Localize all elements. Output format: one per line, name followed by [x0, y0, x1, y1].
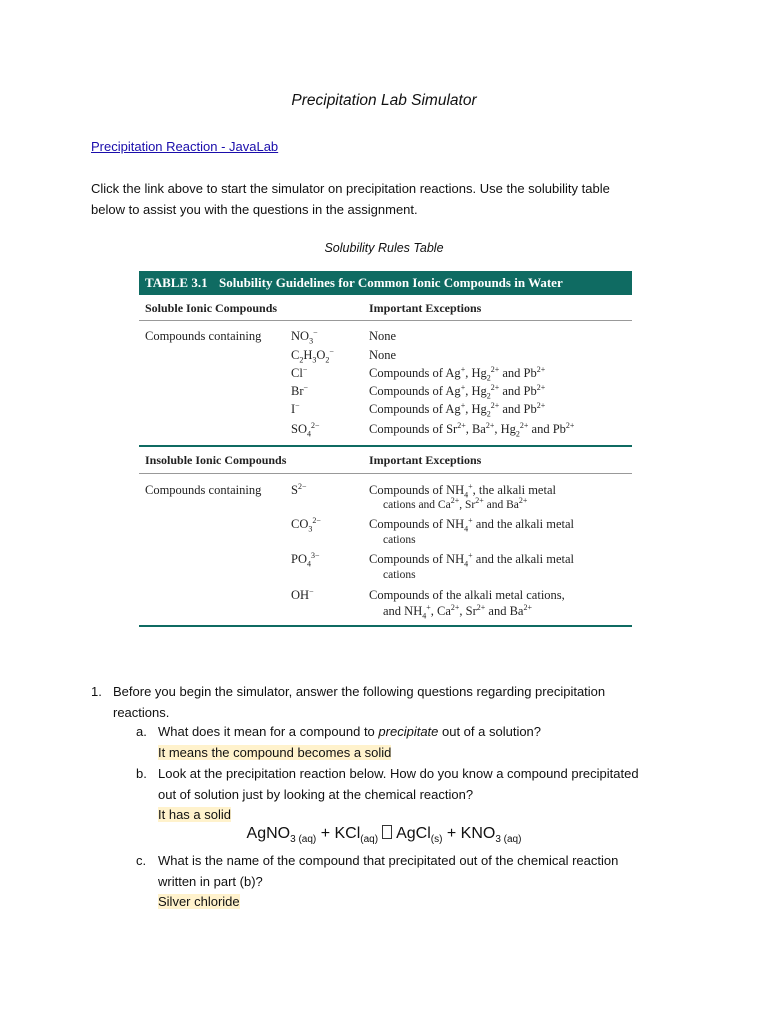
ion-s2: $S^{2-}$: [291, 481, 307, 497]
chemical-equation: [0, 825, 768, 846]
question-1-line-1: Before you begin the simulator, answer the following questions regarding precipitation: [113, 684, 606, 699]
divider: [139, 320, 632, 321]
javalab-link[interactable]: Precipitation Reaction - JavaLab: [91, 139, 279, 154]
part-c-question: [158, 850, 698, 892]
table-header-bar: [139, 271, 632, 295]
part-b-question: [158, 763, 698, 805]
exception-br: Compounds of Ag+, $Hg_2^{2+}$ and $Pb^{2+}$: [369, 382, 546, 401]
answer-highlight: Silver chloride: [158, 894, 240, 909]
part-c-line-2: written in part (b)?: [158, 874, 263, 889]
part-c-label: c.: [136, 853, 147, 868]
part-c-line-1: What is the name of the compound that precipitated out of the chemical reaction: [158, 853, 619, 868]
exceptions-header-1: Important Exceptions: [369, 301, 482, 315]
exception-oh-line2: and $NH_4^+$, $Ca^{2+}$, $Sr^{2+}$ and $Ba^{2+}$: [383, 602, 532, 621]
ion-no3: $NO_3^-$: [291, 327, 318, 346]
exception-none-2: None: [369, 348, 397, 362]
exception-so4: Compounds of $Sr^{2+}$, $Ba^{2+}$, $Hg_2^{2+}$ and $Pb^{2+}$: [369, 420, 575, 439]
part-a-label: a.: [136, 724, 147, 739]
table-number: TABLE 3.1: [145, 275, 208, 290]
divider: [139, 625, 632, 627]
divider: [139, 473, 632, 474]
eq-kcl-sub: (aq): [360, 834, 379, 846]
part-b-label: b.: [136, 766, 147, 781]
exception-po4-line2: cations: [383, 569, 416, 581]
exception-co3-line1: Compounds of $NH_4^+$ and the alkali metal: [369, 515, 575, 534]
intro-line-2: below to assist you with the questions in the assignment.: [91, 202, 418, 217]
eq-kno3: KNO: [460, 825, 496, 842]
soluble-header: Soluble Ionic Compounds: [145, 301, 278, 315]
insoluble-header: Insoluble Ionic Compounds: [145, 453, 287, 467]
ion-cl: Cl−: [291, 364, 308, 380]
eq-agno3: AgNO: [246, 825, 291, 842]
eq-agcl: AgCl: [396, 825, 431, 842]
exception-s2-line2: cations and $Ca^{2+}$, $Sr^{2+}$ and $Ba^{2+}$: [383, 496, 528, 511]
intro-paragraph: [91, 178, 691, 220]
question-1-text: [113, 681, 673, 723]
eq-kcl: KCl: [334, 825, 361, 842]
exception-none-1: None: [369, 329, 397, 343]
page-title: Precipitation Lab Simulator: [291, 92, 477, 109]
question-1-line-2: reactions.: [113, 705, 170, 720]
ion-co3: $CO_3^{2-}$: [291, 515, 321, 534]
part-b-answer: [158, 804, 231, 825]
exception-co3-line2: cations: [383, 534, 416, 546]
exception-oh-line1: Compounds of the alkali metal cations,: [369, 588, 565, 602]
ion-so4: $SO_4^{2-}$: [291, 420, 320, 439]
ion-i: I−: [291, 400, 300, 416]
eq-agcl-sub: (s): [430, 834, 443, 846]
table-caption: Solubility Rules Table: [324, 241, 444, 255]
part-c-answer: [158, 891, 240, 912]
eq-plus-2: +: [442, 825, 461, 842]
exception-po4-line1: Compounds of $NH_4^+$ and the alkali metal: [369, 550, 575, 569]
exception-cl: Compounds of Ag+, $Hg_2^{2+}$ and $Pb^{2+}$: [369, 364, 546, 383]
solubility-table: [139, 271, 632, 627]
exception-s2-line1: Compounds of $NH_4^+$, the alkali metal: [369, 481, 556, 500]
question-1-number: 1.: [91, 684, 102, 699]
exception-i: Compounds of Ag+, $Hg_2^{2+}$ and $Pb^{2+}$: [369, 400, 546, 419]
part-b-line-2: out of solution just by looking at the chemical reaction?: [158, 787, 474, 802]
part-a-answer: [158, 742, 391, 763]
part-a-italic: precipitate: [378, 724, 439, 739]
eq-agno3-sub: 3 (aq): [290, 834, 317, 846]
ion-oh: OH−: [291, 586, 314, 602]
ion-acetate: $C_2H_3O_2^-$: [291, 346, 334, 365]
part-a-question: [158, 721, 541, 742]
table-title: Solubility Guidelines for Common Ionic Compounds in Water: [219, 275, 563, 290]
answer-highlight: It has a solid: [158, 807, 231, 822]
divider: [139, 445, 632, 447]
ion-br: Br−: [291, 382, 309, 398]
part-a-text-after: out of a solution?: [438, 724, 542, 739]
eq-kno3-sub: 3 (aq): [495, 834, 522, 846]
soluble-containing: Compounds containing: [145, 329, 262, 343]
ion-po4: $PO_4^{3-}$: [291, 550, 320, 569]
insoluble-containing: Compounds containing: [145, 483, 262, 497]
part-b-line-1: Look at the precipitation reaction below. How do you know a compound precipitated: [158, 766, 639, 781]
eq-plus-1: +: [316, 825, 335, 842]
intro-line-1: Click the link above to start the simulator on precipitation reactions. Use the solubility table: [91, 181, 610, 196]
part-a-text-before: What does it mean for a compound to: [158, 724, 379, 739]
missing-arrow-glyph-icon: [382, 825, 392, 839]
answer-highlight: It means the compound becomes a solid: [158, 745, 392, 760]
exceptions-header-2: Important Exceptions: [369, 453, 482, 467]
